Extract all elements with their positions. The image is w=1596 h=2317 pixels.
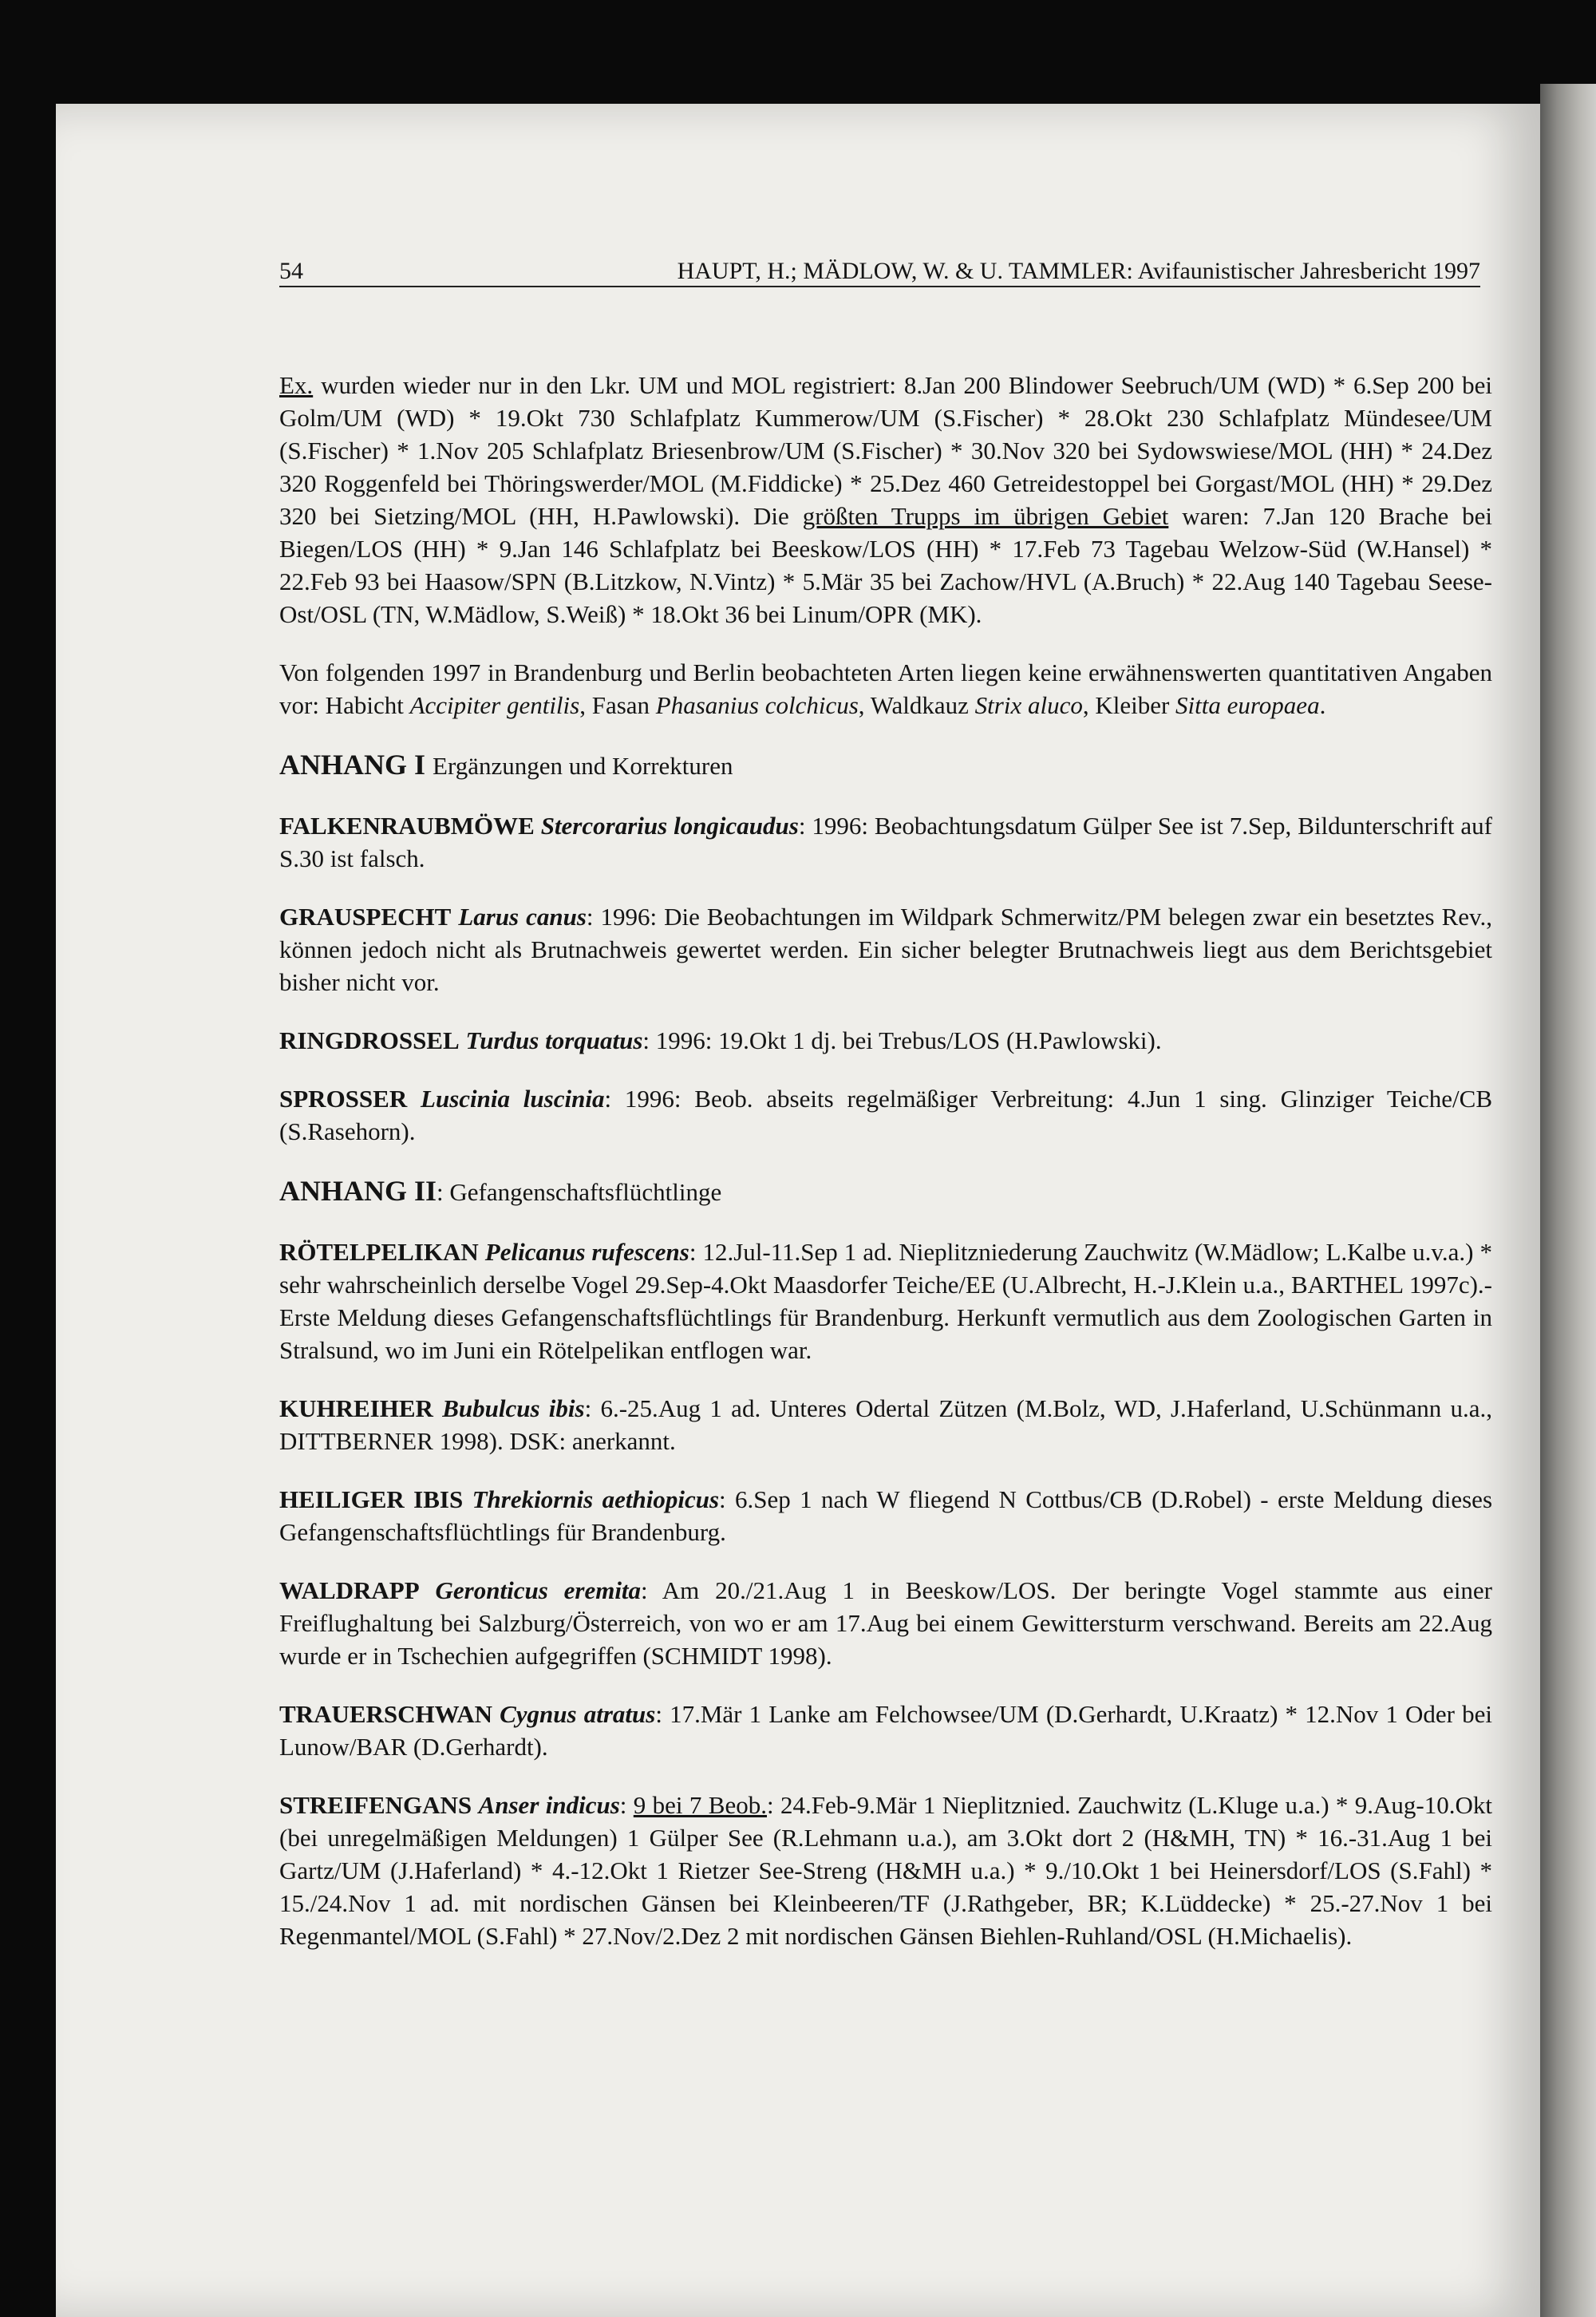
- page-content: [279, 369, 1492, 1978]
- annex-1-heading: ANHANG I Ergänzungen und Korrekturen: [279, 749, 733, 781]
- running-header: [279, 254, 1480, 287]
- entry-trauerschwan: TRAUERSCHWAN Cygnus atratus: 17.Mär 1 Lanke am Felchowsee/UM (D.Gerhardt, U.Kraatz) * 12.Nov 1 Oder bei Lunow/BAR (D.Gerhardt).: [279, 1700, 1492, 1761]
- paragraph-ex-counts: Ex. wurden wieder nur in den Lkr. UM und MOL registriert: 8.Jan 200 Blindower Seebruch/UM (WD) * 6.Sep 200 bei Golm/UM (WD) * 19.Okt 730 Schlafplatz Kummerow/UM (S.Fischer) * 28.Okt 230 Schlafplatz Mündesee/UM (S.Fischer) * 1.Nov 205 Schlafplatz Briesenbrow/UM (S.Fischer) * 30.Nov 320 bei Sydowswiese/MOL (HH) * 24.Dez 320 Roggenfeld bei Thöringswerder/MOL (M.Fiddicke) * 25.Dez 460 Getreidestoppel bei Gorgast/MOL (HH) * 29.Dez 320 bei Sietzing/MOL (HH, H.Pawlowski). Die größten Trupps im übrigen Gebiet waren: 7.Jan 120 Brache bei Biegen/LOS (HH) * 9.Jan 146 Schlafplatz bei Beeskow/LOS (HH) * 17.Feb 73 Tagebau Welzow-Süd (W.Hansel) * 22.Feb 93 bei Haasow/SPN (B.Litzkow, N.Vintz) * 5.Mär 35 bei Zachow/HVL (A.Bruch) * 22.Aug 140 Tagebau Seese-Ost/OSL (TN, W.Mädlow, S.Weiß) * 18.Okt 36 bei Linum/OPR (MK).: [279, 371, 1493, 628]
- entry-heiliger-ibis: HEILIGER IBIS Threkiornis aethiopicus: 6.Sep 1 nach W fliegend N Cottbus/CB (D.Robel) - erste Meldung dieses Gefangenschaftsflüchtlings für Brandenburg.: [279, 1485, 1493, 1546]
- paragraph-no-data-species: Von folgenden 1997 in Brandenburg und Berlin beobachteten Arten liegen keine erwähnenswerten quantitativen Angaben vor: Habicht Accipiter gentilis, Fasan Phasanius colchicus, Waldkauz Strix aluco, Kleiber Sitta europaea.: [279, 658, 1492, 719]
- entry-kuhreiher: KUHREIHER Bubulcus ibis: 6.-25.Aug 1 ad. Unteres Odertal Zützen (M.Bolz, WD, J.Haferland, U.Schünmann u.a., DITTBERNER 1998). DSK: anerkannt.: [279, 1394, 1492, 1455]
- running-title: HAUPT, H.; MÄDLOW, W. & U. TAMMLER: Avifaunistischer Jahresbericht 1997: [677, 258, 1480, 284]
- entry-roetelpelikan: RÖTELPELIKAN Pelicanus rufescens: 12.Jul-11.Sep 1 ad. Nieplitzniederung Zauchwitz (W.Mädlow; L.Kalbe u.v.a.) * sehr wahrscheinlich derselbe Vogel 29.Sep-4.Okt Maasdorfer Teiche/EE (U.Albrecht, H.-J.Klein u.a., BARTHEL 1997c).- Erste Meldung dieses Gefangenschaftsflüchtlings für Brandenburg. Herkunft vermutlich aus dem Zoologischen Garten in Stralsund, wo im Juni ein Rötelpelikan entflogen war.: [279, 1238, 1492, 1364]
- entry-grauspecht: GRAUSPECHT Larus canus: 1996: Die Beobachtungen im Wildpark Schmerwitz/PM belegen zwar ein besetztes Rev., können jedoch nicht als Brutnachweis gewertet werden. Ein sicher belegter Brutnachweis liegt aus dem Berichtsgebiet bisher nicht vor.: [279, 903, 1493, 996]
- entry-ringdrossel: RINGDROSSEL Turdus torquatus: 1996: 19.Okt 1 dj. bei Trebus/LOS (H.Pawlowski).: [279, 1026, 1162, 1054]
- page-number: 54: [279, 258, 303, 284]
- page-edge: [1540, 84, 1596, 2317]
- entry-sprosser: SPROSSER Luscinia luscinia: 1996: Beob. abseits regelmäßiger Verbreitung: 4.Jun 1 sing. Glinziger Teiche/CB (S.Rasehorn).: [279, 1085, 1493, 1145]
- annex-2-heading: ANHANG II: Gefangenschaftsflüchtlinge: [279, 1175, 722, 1207]
- entry-falkenraubmoewe: FALKENRAUBMÖWE Stercorarius longicaudus: 1996: Beobachtungsdatum Gülper See ist 7.Sep, Bildunterschrift auf S.30 ist falsch.: [279, 812, 1492, 872]
- entry-streifengans: STREIFENGANS Anser indicus: 9 bei 7 Beob.: 24.Feb-9.Mär 1 Nieplitznied. Zauchwitz (L.Kluge u.a.) * 9.Aug-10.Okt (bei unregelmäßigen Meldungen) 1 Gülper See (R.Lehmann u.a.), am 3.Okt dort 2 (H&MH, TN) * 16.-31.Aug 1 bei Gartz/UM (J.Haferland) * 4.-12.Okt 1 Rietzer See-Streng (H&MH u.a.) * 9./10.Okt 1 bei Heinersdorf/LOS (S.Fahl) * 15./24.Nov 1 ad. mit nordischen Gänsen bei Kleinbeeren/TF (J.Rathgeber, BR; K.Lüddecke) * 25.-27.Nov 1 bei Regenmantel/MOL (S.Fahl) * 27.Nov/2.Dez 2 mit nordischen Gänsen Biehlen-Ruhland/OSL (H.Michaelis).: [279, 1791, 1492, 1950]
- entry-waldrapp: WALDRAPP Geronticus eremita: Am 20./21.Aug 1 in Beeskow/LOS. Der beringte Vogel stammte aus einer Freiflughaltung bei Salzburg/Österreich, von wo er am 17.Aug bei einem Gewittersturm verschwand. Bereits am 22.Aug wurde er in Tschechien aufgegriffen (SCHMIDT 1998).: [279, 1576, 1493, 1670]
